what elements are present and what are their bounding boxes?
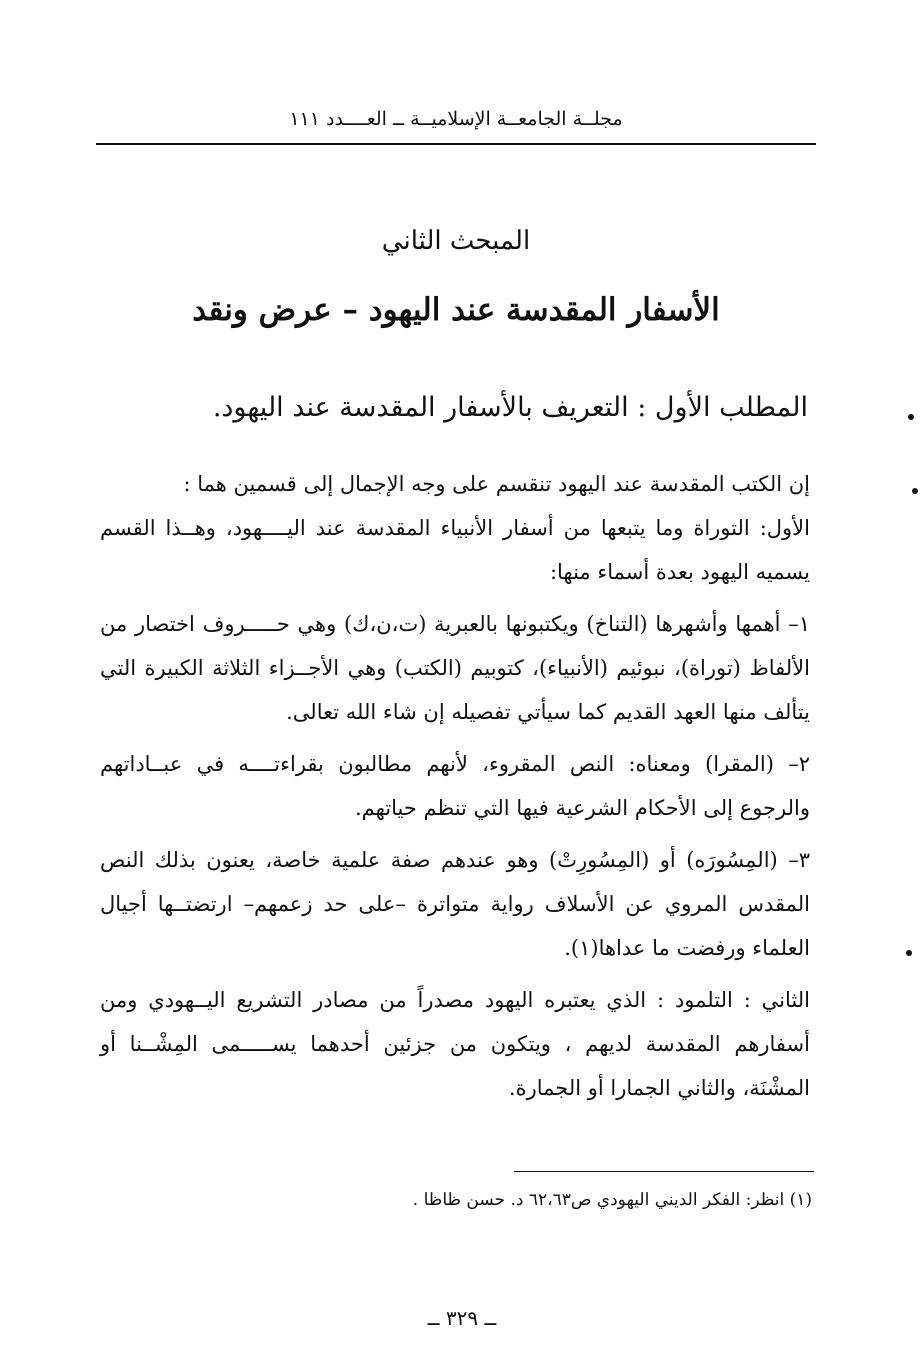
body-text xyxy=(100,462,810,1110)
header-divider xyxy=(96,143,816,145)
paragraph-second-part: الثاني : التلمود : الذي يعتبره اليهود مصدراً من مصادر التشريع اليــهودي ومن أسفارهم المقدسة لديهم ، ويتكون من جزئين أحدهما يســـــمى المِشْــنا أو المشْنَة، والثاني الجمارا أو الجمارة. xyxy=(100,988,810,1100)
paragraph-intro: إن الكتب المقدسة عند اليهود تنقسم على وجه الإجمال إلى قسمين هما : xyxy=(183,472,810,496)
journal-header: مجلــة الجامعــة الإسلاميــة ــ العــــدد ١١١ xyxy=(289,108,623,130)
paragraph-item-3: ٣– (المِسُورَه) أو (المِسُورِتْ) وهو عندهم صفة علمية خاصة، يعنون بذلك النص المقدس المروي عن الأسلاف رواية متواترة –على حد زعمهم– ارتضتــها أجيال العلماء ورفضت ما عداها(١). xyxy=(100,848,810,960)
section-title: المبحث الثاني xyxy=(381,226,531,256)
subheading: المطلب الأول : التعريف بالأسفار المقدسة عند اليهود. xyxy=(212,392,808,423)
main-title: الأسفار المقدسة عند اليهود – عرض ونقد xyxy=(192,292,720,328)
paragraph-item-2: ٢– (المقرا) ومعناه: النص المقروء، لأنهم مطالبون بقراءتــــه في عبــاداتهم والرجوع إلى الأحكام الشرعية فيها التي تنظم حياتهم. xyxy=(100,752,810,820)
scan-speck xyxy=(906,950,912,956)
paragraph-item-1: ١– أهمها وأشهرها (التناخ) ويكتبونها بالعبرية (ت،ن،ك) وهي حـــــروف اختصار من الألفاظ (توراة)، نبوئيم (الأنبياء)، كتوبيم (الكتب) وهي الأجــزاء الثلاثة الكبيرة التي يتألف منها العهد القديم كما سيأتي تفصيله إن شاء الله تعالى. xyxy=(100,612,810,724)
scan-speck xyxy=(908,414,914,420)
page-number: ــ ٣٢٩ ــ xyxy=(427,1306,497,1330)
footnote: (١) انظر: الفكر الديني اليهودي ص٦٢،٦٣ د. حسن ظاظا . xyxy=(412,1190,812,1210)
scan-speck xyxy=(912,488,918,494)
paragraph-first-part: الأول: التوراة وما يتبعها من أسفار الأنبياء المقدسة عند اليــــهود، وهــذا القسم يسميه اليهود بعدة أسماء منها: xyxy=(100,516,810,584)
footnote-divider xyxy=(514,1171,814,1172)
